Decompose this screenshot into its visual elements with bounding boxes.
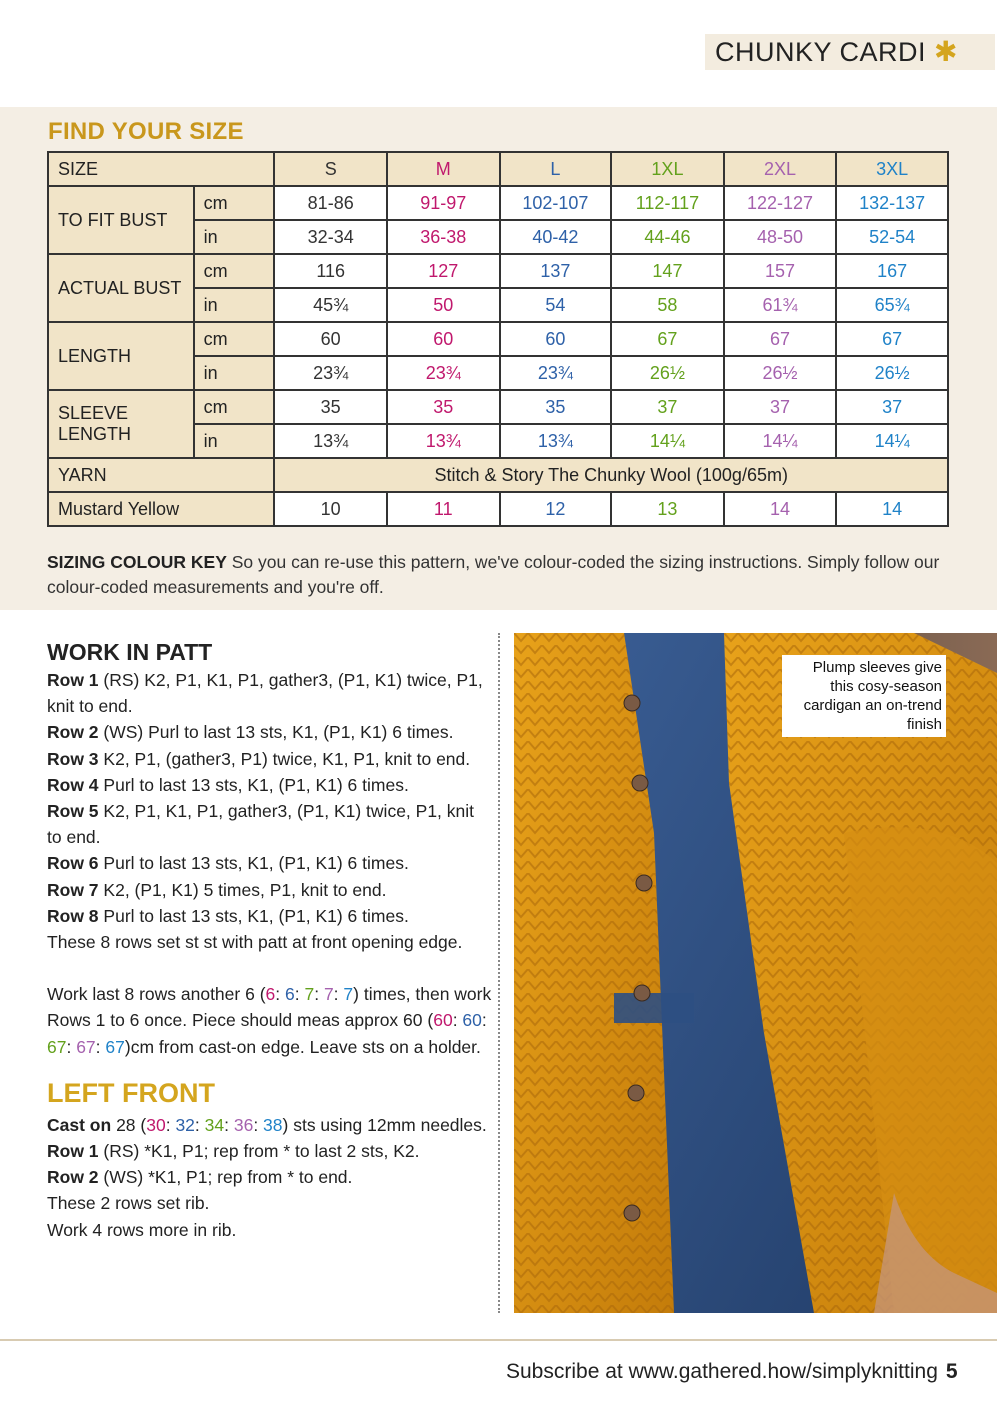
unit-label: cm <box>194 254 275 288</box>
yarn-label: YARN <box>48 458 274 492</box>
row-text: Purl to last 13 sts, K1, (P1, K1) 6 times. <box>98 853 409 874</box>
table-cell: 14¼ <box>611 424 724 458</box>
table-cell: 32-34 <box>274 220 387 254</box>
pattern-row <box>47 798 492 850</box>
table-cell: 10 <box>274 492 387 526</box>
table-cell: 26½ <box>611 356 724 390</box>
yarn-row <box>48 458 948 492</box>
table-cell: 81-86 <box>274 186 387 220</box>
cast-on-text: sts using 12mm needles. <box>288 1114 487 1135</box>
size-value: 60 <box>403 1010 423 1031</box>
row-text: (WS) Purl to last 13 sts, K1, (P1, K1) 6 times. <box>98 722 454 743</box>
size-value: 34 <box>204 1114 225 1135</box>
table-cell: 48-50 <box>724 220 837 254</box>
rib-row <box>47 1138 492 1164</box>
table-cell: 60 <box>274 322 387 356</box>
size-header-3xl: 3XL <box>836 152 948 186</box>
table-cell: 65¾ <box>836 288 948 322</box>
size-value: 6 <box>265 984 276 1005</box>
size-value: 7 <box>323 984 334 1005</box>
table-cell: 60 <box>387 322 500 356</box>
table-cell: 147 <box>611 254 724 288</box>
table-cell: 91-97 <box>387 186 500 220</box>
footer <box>506 1360 958 1384</box>
size-value: 6 <box>285 984 295 1005</box>
table-row <box>48 390 948 424</box>
size-value: 67 <box>47 1036 67 1057</box>
table-cell: 37 <box>836 390 948 424</box>
table-cell: 67 <box>836 322 948 356</box>
table-cell: 44-46 <box>611 220 724 254</box>
size-value: 60 <box>433 1010 453 1031</box>
unit-label: cm <box>194 390 275 424</box>
pattern-row <box>47 877 492 903</box>
measure-label: ACTUAL BUST <box>48 254 194 322</box>
size-label: SIZE <box>48 152 274 186</box>
size-header-l: L <box>500 152 612 186</box>
cast-on-label: Cast on <box>47 1114 112 1135</box>
section-tag <box>705 34 995 70</box>
key-text: So you can re-use this pattern, we've colour-coded the sizing instructions. Simply follow our colour-coded measurements and you're off. <box>47 552 940 597</box>
size-value: 36 <box>233 1114 254 1135</box>
table-cell: 45¾ <box>274 288 387 322</box>
table-cell: 13 <box>611 492 724 526</box>
table-cell: 61¾ <box>724 288 837 322</box>
left-front-heading: LEFT FRONT <box>47 1077 215 1108</box>
table-cell: 14 <box>724 492 837 526</box>
pattern-row <box>47 746 492 772</box>
row-text: K2, P1, (gather3, P1) twice, K1, P1, knit to end. <box>98 748 471 769</box>
rib-more: Work 4 rows more in rib. <box>47 1219 237 1240</box>
table-cell: 132-137 <box>836 186 948 220</box>
pattern-row <box>47 903 492 929</box>
table-cell: 35 <box>274 390 387 424</box>
rib-note: These 2 rows set rib. <box>47 1193 210 1214</box>
table-cell: 13¾ <box>500 424 612 458</box>
table-cell: 127 <box>387 254 500 288</box>
unit-label: in <box>194 288 275 322</box>
size-value: 7 <box>304 984 315 1005</box>
table-cell: 23¾ <box>274 356 387 390</box>
size-heading: FIND YOUR SIZE <box>48 118 244 145</box>
row-label: Row 4 <box>47 774 99 795</box>
table-cell: 26½ <box>724 356 837 390</box>
repeat-text: Work last 8 rows another <box>47 984 246 1005</box>
measure-label: LENGTH <box>48 322 194 390</box>
repeat-text: times, then work Rows 1 to 6 once. Piece should meas approx <box>47 984 492 1031</box>
table-cell: 112-117 <box>611 186 724 220</box>
table-row <box>48 186 948 220</box>
row-label: Row 3 <box>47 748 99 769</box>
table-cell: 167 <box>836 254 948 288</box>
row-text: (RS) K2, P1, K1, P1, gather3, (P1, K1) twice, P1, knit to end. <box>47 670 483 717</box>
row-label: Row 6 <box>47 853 99 874</box>
size-value: 32 <box>175 1114 195 1135</box>
work-in-patt-heading: WORK IN PATT <box>47 639 213 665</box>
table-cell: 157 <box>724 254 837 288</box>
size-value: 60 <box>462 1010 482 1031</box>
table-cell: 60 <box>500 322 612 356</box>
table-cell: 50 <box>387 288 500 322</box>
size-value: 67 <box>105 1036 125 1057</box>
size-value: 67 <box>76 1036 96 1057</box>
row-text: Purl to last 13 sts, K1, (P1, K1) 6 times. <box>98 774 409 795</box>
row-text: (WS) *K1, P1; rep from * to end. <box>98 1167 353 1188</box>
table-cell: 52-54 <box>836 220 948 254</box>
pattern-row <box>47 772 492 798</box>
row-label: Row 1 <box>47 670 99 690</box>
section-title: CHUNKY CARDI <box>715 36 927 67</box>
asterisk-flower-icon: ✱ <box>934 36 958 67</box>
size-value: 28 <box>116 1114 136 1135</box>
row-text: K2, P1, K1, P1, gather3, (P1, K1) twice, P1, knit to end. <box>47 801 475 848</box>
table-cell: 36-38 <box>387 220 500 254</box>
rib-row <box>47 1164 492 1190</box>
colour-label: Mustard Yellow <box>48 492 274 526</box>
table-cell: 67 <box>724 322 837 356</box>
row-label: Row 2 <box>47 722 99 743</box>
row-label: Row 8 <box>47 905 99 926</box>
table-cell: 35 <box>500 390 612 424</box>
row-label: Row 1 <box>47 1141 99 1162</box>
yarn-name: Stitch & Story The Chunky Wool (100g/65m) <box>274 458 948 492</box>
table-cell: 102-107 <box>500 186 612 220</box>
size-value: 6 <box>245 984 255 1005</box>
table-row <box>48 322 948 356</box>
table-cell: 26½ <box>836 356 948 390</box>
row-label: Row 5 <box>47 801 99 822</box>
page-number: 5 <box>945 1360 958 1383</box>
table-cell: 35 <box>387 390 500 424</box>
measure-label: SLEEVE LENGTH <box>48 390 194 458</box>
table-cell: 23¾ <box>500 356 612 390</box>
table-cell: 13¾ <box>274 424 387 458</box>
repeat-instructions: Work last 8 rows another 6 (6: 6: 7: 7: 7) times, then work Rows 1 to 6 once. Piece should meas approx 60 (60: 60: 67: 67: 67)cm from cast-on edge. Leave sts on a holder. <box>47 984 492 1057</box>
table-cell: 67 <box>611 322 724 356</box>
row-text: Purl to last 13 sts, K1, (P1, K1) 6 times. <box>98 905 409 926</box>
column-divider <box>498 633 500 1313</box>
table-cell: 54 <box>500 288 612 322</box>
table-cell: 58 <box>611 288 724 322</box>
pattern-row <box>47 667 492 719</box>
row-text: K2, (P1, K1) 5 times, P1, knit to end. <box>98 879 387 900</box>
row-label: Row 7 <box>47 879 99 900</box>
size-value: 38 <box>263 1114 283 1135</box>
size-value: 30 <box>146 1114 166 1135</box>
table-cell: 14¼ <box>836 424 948 458</box>
table-cell: 37 <box>724 390 837 424</box>
unit-label: cm <box>194 322 275 356</box>
row-label: Row 2 <box>47 1167 99 1188</box>
unit-label: cm <box>194 186 275 220</box>
table-cell: 14¼ <box>724 424 837 458</box>
key-label: SIZING COLOUR KEY <box>47 552 227 572</box>
row-text: (RS) *K1, P1; rep from * to last 2 sts, K2. <box>98 1141 420 1162</box>
unit-label: in <box>194 220 275 254</box>
unit-label: in <box>194 424 275 458</box>
pattern-column <box>47 637 492 1243</box>
table-row <box>48 254 948 288</box>
sizing-colour-key <box>47 550 947 600</box>
size-table <box>47 151 949 527</box>
unit-label: in <box>194 356 275 390</box>
size-header-2xl: 2XL <box>724 152 837 186</box>
size-header-1xl: 1XL <box>611 152 724 186</box>
table-cell: 116 <box>274 254 387 288</box>
size-header-row <box>48 152 948 186</box>
table-cell: 122-127 <box>724 186 837 220</box>
table-cell: 12 <box>500 492 612 526</box>
colour-row <box>48 492 948 526</box>
table-cell: 37 <box>611 390 724 424</box>
table-cell: 13¾ <box>387 424 500 458</box>
size-header-s: S <box>274 152 387 186</box>
cast-on-instruction: Cast on 28 (30: 32: 34: 36: 38) sts using 12mm needles. <box>47 1114 487 1135</box>
measure-label: TO FIT BUST <box>48 186 194 254</box>
set-note: These 8 rows set st st with patt at front opening edge. <box>47 932 463 953</box>
size-value: 7 <box>343 984 354 1005</box>
table-cell: 23¾ <box>387 356 500 390</box>
table-cell: 40-42 <box>500 220 612 254</box>
repeat-text: cm from cast-on edge. Leave sts on a holder. <box>130 1036 481 1057</box>
table-cell: 137 <box>500 254 612 288</box>
table-cell: 11 <box>387 492 500 526</box>
pattern-row <box>47 719 492 745</box>
photo-caption: Plump sleeves give this cosy-season cardigan an on-trend finish <box>782 655 946 737</box>
pattern-row <box>47 850 492 876</box>
size-header-m: M <box>387 152 500 186</box>
footer-rule <box>0 1339 997 1341</box>
table-cell: 14 <box>836 492 948 526</box>
subscribe-link-text[interactable]: Subscribe at www.gathered.how/simplyknitting <box>506 1360 938 1383</box>
